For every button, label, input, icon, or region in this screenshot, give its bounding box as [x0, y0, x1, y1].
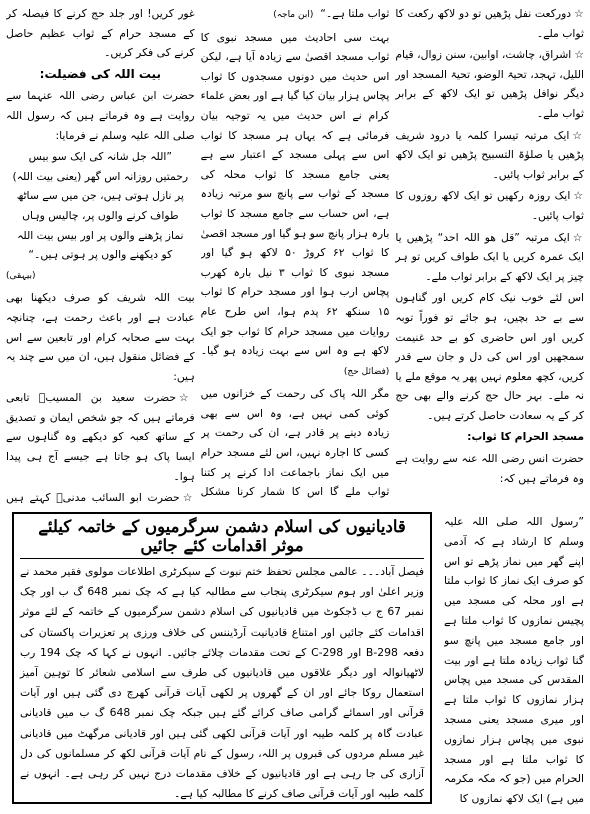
paragraph-text: بہت سی احادیث میں مسجد نبوی کا ثواب مسجد اقصیٰ سے زیادہ آیا ہے، لیکن اس حدیث میں دونوں مسجدوں کا ثواب پچاس ہزار بیان کیا گیا ہے اور بعض علماء کرام نے اس حدیث میں یہ توجیہ بیان فرمائی ہے کہ یہاں ہر مسجد کا ثواب اس سے پہلی مسجد کے اعتبار سے ہے یعنی جامع مسجد کا ثواب محلہ کی مسجد کے ثواب سے پانچ سو مرتبہ زیادہ ہے، اس حساب سے جامع مسجد کا ثواب بارہ ہزار پانچ سو ہو گیا اور مسجد اقصیٰ کا ثواب ۶۲ کروڑ ۵۰ لاکھ ہو گیا اور مسجد نبوی کا ثواب ۳ نیل بارہ کھرب پچاس ارب ہوا اور مسجد حرام کا ثواب ۱۵ سنکھ ۶۲ پدم ہوا، اس طرح عام روایات میں مسجد حرام کا ثواب جو ایک لاکھ ہے وہ اس سے بہت زیادہ ہو گیا۔ [200, 30, 390, 358]
section-heading: مسجد الحرام کا ثواب: [467, 430, 584, 444]
paragraph: ☆ ایک مرتبہ تیسرا کلمہ یا درود شریف پڑھیں یا صلوٰۃ التسبیح پڑھیں تو ایک لاکھ کے برابر ثواب پائیں۔ [395, 126, 584, 185]
paragraph: مگر اللہ پاک کی رحمت کے خزانوں میں کوئی کمی نہیں ہے، وہ اس سے بھی زیادہ دینے پر قادر ہے، ان کی رحمت پر کسی کا اجارہ نہیں، اس لئے مسجد حرام میں ایک نماز باجماعت ادا کرنے پر کتنا ثواب ملے گا اس کا شمار کرنا مشکل [200, 387, 390, 499]
news-body [20, 562, 424, 804]
news-headline: قادیانیوں کی اسلام دشمن سرگرمیوں کے خاتمہ کیلئے موثر اقدامات کئے جائیں [20, 517, 424, 559]
section-heading: بیت اللہ کی فضیلت: [39, 66, 161, 81]
column-left [6, 4, 195, 504]
hadith-quote: ”اللہ جل شانہ کی ایک سو بیس رحمتیں روزانہ اس گھر (یعنی بیت اللہ) پر نازل ہوتی ہیں، جن میں سے ساٹھ طواف کرنے والوں پر، چالیس وہاں نماز پڑھنے والوں پر اور بیس بیت اللہ کو دیکھنے والوں پر ہوتی ہیں۔“ [12, 150, 189, 262]
paragraph: ☆ حضرت ابو السائب مدنیؒ کہتے ہیں [6, 488, 195, 504]
paragraph: حضرت انس رضی اللہ عنہ سے روایت ہے وہ فرماتے ہیں کہ: [395, 452, 584, 485]
paragraph: غور کریں! اور جلد حج کرنے کا فیصلہ کر کے مسجد حرام کے ثواب عظیم حاصل کرنے کی فکر کریں۔ [5, 7, 195, 60]
quote-end: ثواب ملتا ہے۔“ [320, 7, 390, 20]
paragraph: ☆ اشراق، چاشت، اوابین، سنن زوال، قیام اللیل، تہجد، تحیۃ الوضو، تحیۃ المسجد اور دیگر نوافل پڑھیں تو ایک لاکھ کے برابر ثواب ملے۔ [395, 45, 584, 123]
paragraph: ☆ ایک روزہ رکھیں تو ایک لاکھ روزوں کا ثواب پائیں۔ [395, 186, 584, 225]
article-columns [6, 4, 584, 504]
hadith-quote: ”رسول اللہ صلی اللہ علیہ وسلم کا ارشاد ہے کہ آدمی اپنے گھر میں نماز پڑھے تو اس کو صرف ایک نماز کا ثواب ملتا ہے اور محلہ کی مسجد میں پچیس نمازوں کا ثواب ملتا ہے اور جامع مسجد میں پانچ سو گنا ثواب زیادہ ملتا ہے اور بیت المقدس کی مسجد میں پچاس ہزار نمازوں کا ثواب ملتا ہے اور میری مسجد یعنی مسجد نبوی میں پچاس ہزار نمازوں کا ثواب ملتا ہے اور مسجد الحرام میں (جو کہ مکہ مکرمہ میں ہے) ایک لاکھ نمازوں کا [444, 515, 584, 806]
news-box [12, 512, 432, 804]
paragraph: ☆ حضرت سعید بن المسیبؒ تابعی فرماتے ہیں کہ جو شخص ایمان و تصدیق کے ساتھ کعبہ کو دیکھے وہ گناہوں سے ایسا پاک ہو جاتا ہے جیسے آج ہی پیدا ہوا۔ [6, 388, 195, 486]
source-citation: (ابن ماجہ) [273, 10, 314, 20]
column-middle [201, 4, 390, 504]
paragraph [201, 28, 390, 383]
news-text: فیصل آباد۔۔۔ عالمی مجلس تحفظ ختم نبوت کے سیکرٹری اطلاعات مولوی فقیر محمد نے وزیر اعلیٰ اور ہوم سیکرٹری پنجاب سے مطالبہ کیا ہے کہ چک نمبر 648 گ ب اور چک نمبر 67 ج ب ڈجکوٹ میں قادیانیوں کی اسلام دشمن سرگرمیوں کے خاتمہ کے لئے موثر اقدامات کئے جائیں اور امتناع قادیانیت آرڈیننس کی خلاف ورزی پر تعزیرات پاکستان کی دفعہ 298-B اور 298-C کے تحت مقدمات چلائے جائیں۔ انہوں نے کہا کہ چک 194 رب لاٹھیانوالہ اور دیگر علاقوں میں قادیانیوں کی طرف سے اسلامی شعائر کا توہین آمیز استعمال روکا جائے اور ان کے گھروں پر لکھی آیات قرآنی کھرچ دی گئی ہیں اور آیات قرآنی اور اسمائے گرامی صاف کرائے گئے ہیں جبکہ چک نمبر 648 گ ب میں قادیانی عبادت گاہ پر کلمہ طیبہ اور آیات قرآنی لکھی گئی ہیں اور قادیانی مرگھٹ میں قادیانی غیر مسلم مردوں کی قبروں پر اللہ، رسول کے نام آیات قرآنی لکھ کر مسلمانوں کی دل آزاری کی جا رہی ہے اور قادیانیوں کے خلاف مقدمات درج نہیں کر رہی ہے۔ انہوں نے کلمہ طیبہ اور آیات قرآنی صاف کرنے کا مطالبہ کیا ہے۔ [20, 565, 425, 801]
paragraph: ☆ ایک مرتبہ ”قل ھو اللہ احد“ پڑھیں یا ایک عمرہ کریں یا ایک طواف کریں تو ہر چیز پر ایک لاکھ کے برابر ثواب ملے۔ [395, 228, 584, 287]
source-citation: (بیہقی) [5, 270, 36, 281]
paragraph: اس لئے خوب نیک کام کریں اور گناہوں سے بے حد بچیں، ہو جائے تو فوراً توبہ کریں اور اس حاضری کو بے حد غنیمت سمجھیں اور اس کی دل و جان سے قدر کریں، کچھ معلوم نہیں پھر یہ موقع ملے یا نہ ملے۔ بہر حال حج کرنے والے بھی حج کر کے یہ سعادت حاصل کرتے ہیں۔ [395, 291, 584, 422]
column-right-continued [444, 512, 584, 808]
paragraph: حضرت ابن عباس رضی اللہ عنہما سے روایت ہے وہ فرماتے ہیں کہ رسول اللہ صلی اللہ علیہ وسلم نے فرمایا: [5, 89, 195, 142]
paragraph: ☆ دورکعت نفل پڑھیں تو دو لاکھ رکعت کا ثواب ملے۔ [395, 4, 584, 43]
paragraph: بیت اللہ شریف کو صرف دیکھنا بھی عبادت ہے اور باعث رحمت ہے، چنانچہ بہت سے صحابہ کرام اور تابعین سے اس کے فضائل منقول ہیں، ان میں سے چند یہ ہیں: [5, 291, 195, 383]
source-citation: (فضائل حج) [343, 366, 390, 377]
paragraph [201, 4, 390, 26]
column-right [395, 4, 584, 504]
